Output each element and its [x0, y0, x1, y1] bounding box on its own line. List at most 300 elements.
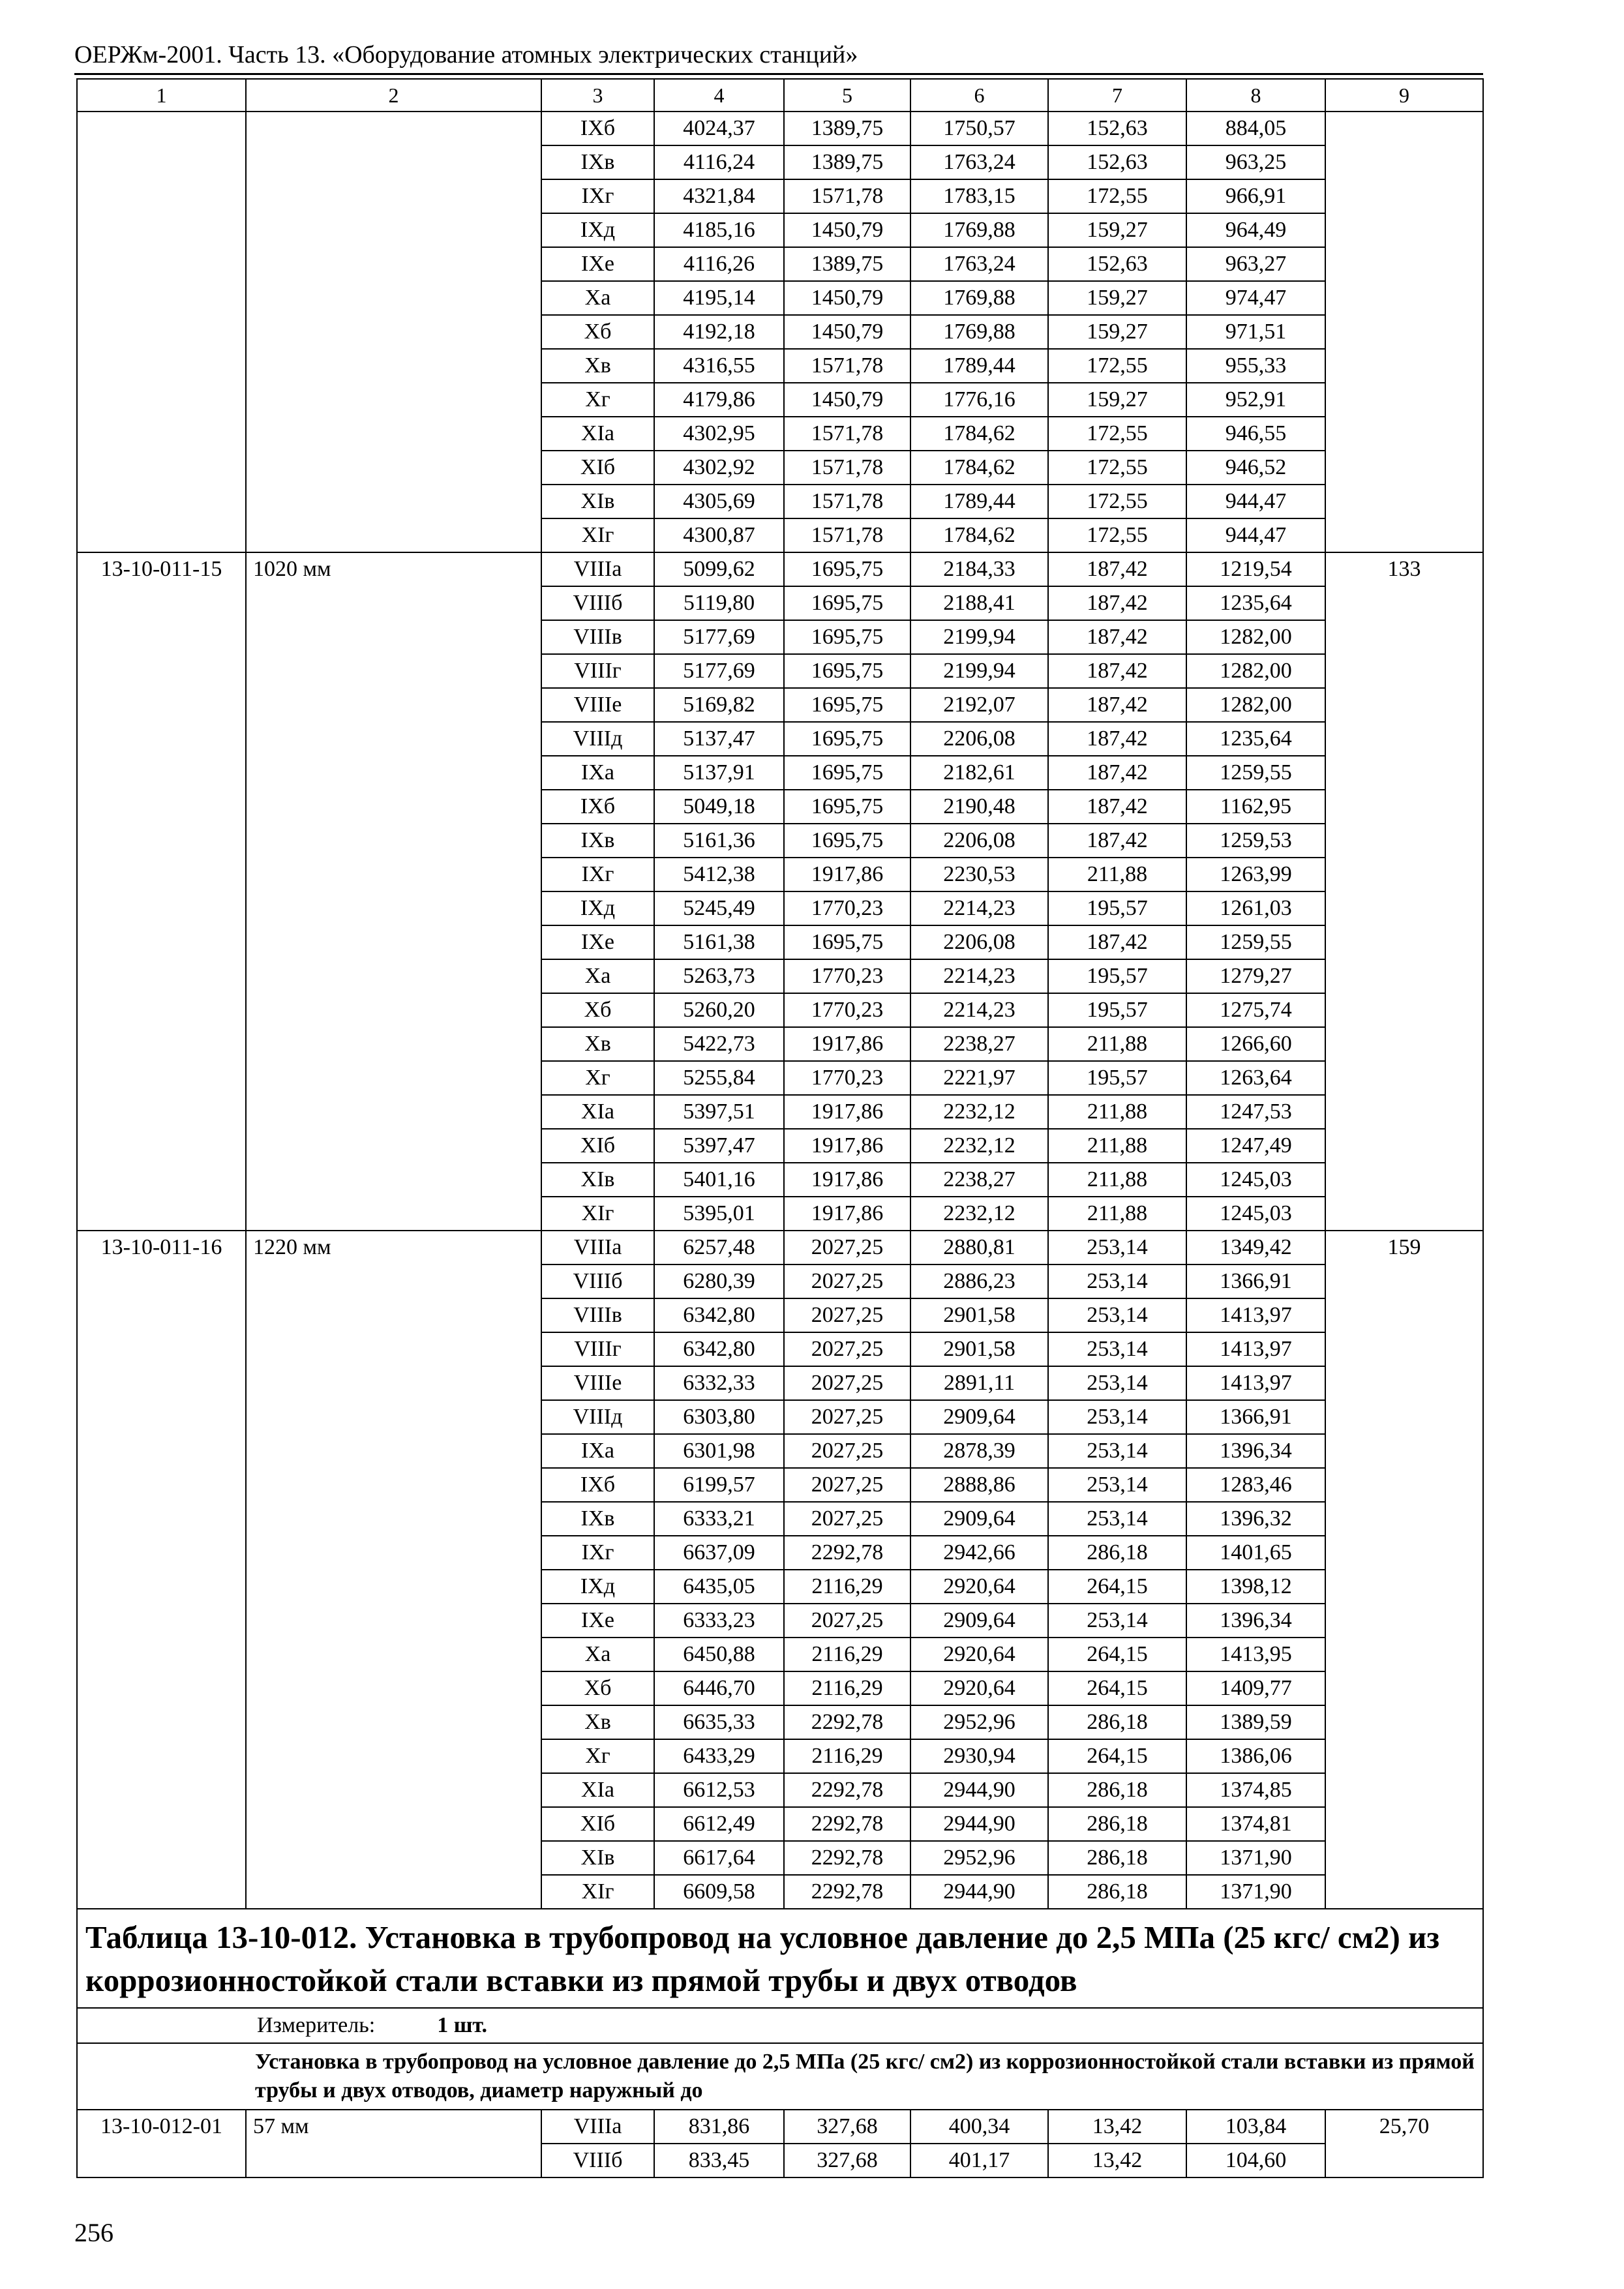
value-cell: 1789,44 — [910, 485, 1048, 518]
value-cell: 5119,80 — [654, 586, 784, 620]
value-cell: 172,55 — [1048, 179, 1186, 213]
zone-cell: Xа — [541, 959, 654, 993]
value-cell: 159,27 — [1048, 213, 1186, 247]
value-cell: 1371,90 — [1186, 1875, 1325, 1909]
value-cell: 195,57 — [1048, 993, 1186, 1027]
value-cell: 6433,29 — [654, 1739, 784, 1773]
column-number-cell: 9 — [1325, 79, 1483, 112]
value-cell: 1263,99 — [1186, 858, 1325, 891]
value-cell: 1763,24 — [910, 145, 1048, 179]
price-table — [76, 78, 1484, 2178]
zone-cell: IXе — [541, 1604, 654, 1638]
value-cell: 2292,78 — [784, 1536, 910, 1570]
value-cell: 1389,75 — [784, 247, 910, 281]
value-cell: 2206,08 — [910, 925, 1048, 959]
zone-cell: VIIIа — [541, 2110, 654, 2144]
value-cell: 152,63 — [1048, 247, 1186, 281]
zone-cell: IXб — [541, 790, 654, 824]
value-cell: 1571,78 — [784, 485, 910, 518]
value-cell: 5177,69 — [654, 620, 784, 654]
value-cell: 253,14 — [1048, 1468, 1186, 1502]
value-cell: 152,63 — [1048, 145, 1186, 179]
value-cell: 833,45 — [654, 2144, 784, 2177]
code-cell — [77, 112, 246, 552]
value-cell: 1401,65 — [1186, 1536, 1325, 1570]
value-cell: 1917,86 — [784, 1095, 910, 1129]
value-cell: 1235,64 — [1186, 722, 1325, 756]
value-cell: 6332,33 — [654, 1366, 784, 1400]
value-cell: 253,14 — [1048, 1231, 1186, 1264]
value-cell: 5255,84 — [654, 1061, 784, 1095]
value-cell: 5099,62 — [654, 552, 784, 586]
value-cell: 1695,75 — [784, 722, 910, 756]
value-cell: 1396,34 — [1186, 1604, 1325, 1638]
value-cell: 2232,12 — [910, 1129, 1048, 1163]
value-cell: 1769,88 — [910, 213, 1048, 247]
value-cell: 211,88 — [1048, 1027, 1186, 1061]
value-cell: 4192,18 — [654, 315, 784, 349]
value-cell: 5422,73 — [654, 1027, 784, 1061]
value-cell: 2888,86 — [910, 1468, 1048, 1502]
value-cell: 1396,32 — [1186, 1502, 1325, 1536]
value-cell: 1282,00 — [1186, 620, 1325, 654]
zone-cell: VIIIе — [541, 688, 654, 722]
value-cell: 5412,38 — [654, 858, 784, 891]
value-cell: 172,55 — [1048, 451, 1186, 485]
value-cell: 1917,86 — [784, 1129, 910, 1163]
value-cell: 2944,90 — [910, 1807, 1048, 1841]
value-cell: 1266,60 — [1186, 1027, 1325, 1061]
value-cell: 1770,23 — [784, 891, 910, 925]
column-number-cell: 6 — [910, 79, 1048, 112]
zone-cell: XIб — [541, 1807, 654, 1841]
zone-cell: Xг — [541, 1061, 654, 1095]
value-cell: 1695,75 — [784, 586, 910, 620]
column-number-row — [77, 79, 1483, 112]
zone-cell: XIб — [541, 451, 654, 485]
value-cell: 1371,90 — [1186, 1841, 1325, 1875]
value-cell: 1162,95 — [1186, 790, 1325, 824]
value-cell: 1259,55 — [1186, 925, 1325, 959]
zone-cell: XIг — [541, 1197, 654, 1231]
value-cell: 2027,25 — [784, 1434, 910, 1468]
running-header: ОЕРЖм-2001. Часть 13. «Оборудование атомных электрических станций» — [74, 41, 858, 68]
value-cell: 974,47 — [1186, 281, 1325, 315]
value-cell: 103,84 — [1186, 2110, 1325, 2144]
value-cell: 195,57 — [1048, 891, 1186, 925]
header-rule — [74, 73, 1483, 75]
size-cell: 57 мм — [246, 2110, 541, 2177]
value-cell: 5137,91 — [654, 756, 784, 790]
value-cell: 2238,27 — [910, 1027, 1048, 1061]
measure-label: Измеритель: — [257, 2013, 376, 2037]
value-cell: 2930,94 — [910, 1739, 1048, 1773]
zone-cell: IXа — [541, 756, 654, 790]
value-cell: 1245,03 — [1186, 1163, 1325, 1197]
measure-cell — [77, 2008, 1483, 2043]
value-cell: 2192,07 — [910, 688, 1048, 722]
value-cell: 187,42 — [1048, 586, 1186, 620]
value-cell: 1413,95 — [1186, 1638, 1325, 1671]
section-title: Таблица 13-10-012. Установка в трубопровод на условное давление до 2,5 МПа (25 кгс/ см2) из коррозионностойкой стали вставки из прямой трубы и двух отводов — [77, 1909, 1483, 2008]
value-cell: 6617,64 — [654, 1841, 784, 1875]
column-number-cell: 8 — [1186, 79, 1325, 112]
value-cell: 1413,97 — [1186, 1332, 1325, 1366]
value-cell: 1917,86 — [784, 1163, 910, 1197]
value-cell: 1695,75 — [784, 925, 910, 959]
value-cell: 4179,86 — [654, 383, 784, 417]
value-cell: 187,42 — [1048, 925, 1186, 959]
value-cell: 2901,58 — [910, 1332, 1048, 1366]
col9-cell: 159 — [1325, 1231, 1483, 1909]
value-cell: 1695,75 — [784, 756, 910, 790]
value-cell: 159,27 — [1048, 383, 1186, 417]
value-cell: 946,52 — [1186, 451, 1325, 485]
code-cell: 13-10-011-16 — [77, 1231, 246, 1909]
value-cell: 6333,23 — [654, 1604, 784, 1638]
value-cell: 2238,27 — [910, 1163, 1048, 1197]
value-cell: 6635,33 — [654, 1705, 784, 1739]
value-cell: 2027,25 — [784, 1231, 910, 1264]
value-cell: 5401,16 — [654, 1163, 784, 1197]
value-cell: 2027,25 — [784, 1298, 910, 1332]
value-cell: 1389,59 — [1186, 1705, 1325, 1739]
value-cell: 401,17 — [910, 2144, 1048, 2177]
value-cell: 1770,23 — [784, 959, 910, 993]
value-cell: 1386,06 — [1186, 1739, 1325, 1773]
value-cell: 4305,69 — [654, 485, 784, 518]
value-cell: 1450,79 — [784, 281, 910, 315]
value-cell: 2206,08 — [910, 824, 1048, 858]
table-row — [77, 2110, 1483, 2144]
value-cell: 2878,39 — [910, 1434, 1048, 1468]
value-cell: 2292,78 — [784, 1875, 910, 1909]
value-cell: 159,27 — [1048, 315, 1186, 349]
value-cell: 5137,47 — [654, 722, 784, 756]
measure-row — [77, 2008, 1483, 2043]
value-cell: 5245,49 — [654, 891, 784, 925]
zone-cell: Xг — [541, 383, 654, 417]
value-cell: 1695,75 — [784, 620, 910, 654]
zone-cell: XIв — [541, 1163, 654, 1197]
zone-cell: Xб — [541, 993, 654, 1027]
value-cell: 211,88 — [1048, 1095, 1186, 1129]
value-cell: 5395,01 — [654, 1197, 784, 1231]
value-cell: 1695,75 — [784, 654, 910, 688]
value-cell: 1571,78 — [784, 179, 910, 213]
value-cell: 6199,57 — [654, 1468, 784, 1502]
zone-cell: IXд — [541, 1570, 654, 1604]
zone-cell: VIIIб — [541, 586, 654, 620]
value-cell: 211,88 — [1048, 1197, 1186, 1231]
zone-cell: XIа — [541, 1095, 654, 1129]
value-cell: 2230,53 — [910, 858, 1048, 891]
value-cell: 2909,64 — [910, 1604, 1048, 1638]
value-cell: 1450,79 — [784, 213, 910, 247]
value-cell: 1263,64 — [1186, 1061, 1325, 1095]
value-cell: 13,42 — [1048, 2144, 1186, 2177]
description-row — [77, 2043, 1483, 2110]
value-cell: 172,55 — [1048, 485, 1186, 518]
value-cell: 1374,85 — [1186, 1773, 1325, 1807]
value-cell: 1247,49 — [1186, 1129, 1325, 1163]
value-cell: 1261,03 — [1186, 891, 1325, 925]
zone-cell: VIIIе — [541, 1366, 654, 1400]
value-cell: 2116,29 — [784, 1671, 910, 1705]
value-cell: 253,14 — [1048, 1332, 1186, 1366]
value-cell: 195,57 — [1048, 1061, 1186, 1095]
value-cell: 2292,78 — [784, 1807, 910, 1841]
value-cell: 1282,00 — [1186, 654, 1325, 688]
value-cell: 253,14 — [1048, 1434, 1186, 1468]
column-number-cell: 4 — [654, 79, 784, 112]
value-cell: 2027,25 — [784, 1332, 910, 1366]
value-cell: 6280,39 — [654, 1264, 784, 1298]
zone-cell: IXг — [541, 1536, 654, 1570]
value-cell: 2886,23 — [910, 1264, 1048, 1298]
value-cell: 6342,80 — [654, 1298, 784, 1332]
value-cell: 2952,96 — [910, 1705, 1048, 1739]
value-cell: 2952,96 — [910, 1841, 1048, 1875]
value-cell: 5260,20 — [654, 993, 784, 1027]
zone-cell: IXв — [541, 145, 654, 179]
value-cell: 1247,53 — [1186, 1095, 1325, 1129]
value-cell: 1784,62 — [910, 518, 1048, 552]
value-cell: 2027,25 — [784, 1264, 910, 1298]
value-cell: 944,47 — [1186, 518, 1325, 552]
value-cell: 4316,55 — [654, 349, 784, 383]
value-cell: 187,42 — [1048, 620, 1186, 654]
value-cell: 2944,90 — [910, 1773, 1048, 1807]
value-cell: 2199,94 — [910, 654, 1048, 688]
value-cell: 2214,23 — [910, 891, 1048, 925]
value-cell: 2232,12 — [910, 1197, 1048, 1231]
zone-cell: IXг — [541, 179, 654, 213]
value-cell: 327,68 — [784, 2144, 910, 2177]
zone-cell: XIа — [541, 1773, 654, 1807]
value-cell: 6333,21 — [654, 1502, 784, 1536]
value-cell: 2292,78 — [784, 1705, 910, 1739]
col9-cell — [1325, 112, 1483, 552]
value-cell: 1917,86 — [784, 1027, 910, 1061]
value-cell: 2116,29 — [784, 1739, 910, 1773]
value-cell: 1398,12 — [1186, 1570, 1325, 1604]
value-cell: 187,42 — [1048, 756, 1186, 790]
zone-cell: XIв — [541, 1841, 654, 1875]
zone-cell: Xв — [541, 1027, 654, 1061]
value-cell: 2909,64 — [910, 1400, 1048, 1434]
value-cell: 6435,05 — [654, 1570, 784, 1604]
zone-cell: XIг — [541, 1875, 654, 1909]
value-cell: 884,05 — [1186, 112, 1325, 145]
code-cell: 13-10-012-01 — [77, 2110, 246, 2177]
value-cell: 253,14 — [1048, 1366, 1186, 1400]
value-cell: 2116,29 — [784, 1638, 910, 1671]
value-cell: 172,55 — [1048, 349, 1186, 383]
value-cell: 2206,08 — [910, 722, 1048, 756]
page-number: 256 — [74, 2218, 113, 2247]
value-cell: 1695,75 — [784, 790, 910, 824]
value-cell: 1413,97 — [1186, 1366, 1325, 1400]
zone-cell: Xб — [541, 1671, 654, 1705]
zone-cell: VIIIв — [541, 620, 654, 654]
value-cell: 286,18 — [1048, 1773, 1186, 1807]
value-cell: 2292,78 — [784, 1773, 910, 1807]
value-cell: 211,88 — [1048, 1163, 1186, 1197]
value-cell: 152,63 — [1048, 112, 1186, 145]
value-cell: 2901,58 — [910, 1298, 1048, 1332]
value-cell: 944,47 — [1186, 485, 1325, 518]
zone-cell: IXг — [541, 858, 654, 891]
value-cell: 2116,29 — [784, 1570, 910, 1604]
value-cell: 1571,78 — [784, 518, 910, 552]
value-cell: 253,14 — [1048, 1298, 1186, 1332]
value-cell: 1695,75 — [784, 552, 910, 586]
zone-cell: VIIIа — [541, 552, 654, 586]
value-cell: 327,68 — [784, 2110, 910, 2144]
value-cell: 1784,62 — [910, 451, 1048, 485]
zone-cell: Xа — [541, 1638, 654, 1671]
zone-cell: VIIIд — [541, 1400, 654, 1434]
value-cell: 187,42 — [1048, 688, 1186, 722]
value-cell: 286,18 — [1048, 1875, 1186, 1909]
value-cell: 1235,64 — [1186, 586, 1325, 620]
value-cell: 211,88 — [1048, 1129, 1186, 1163]
value-cell: 187,42 — [1048, 790, 1186, 824]
value-cell: 1413,97 — [1186, 1298, 1325, 1332]
value-cell: 1789,44 — [910, 349, 1048, 383]
value-cell: 1282,00 — [1186, 688, 1325, 722]
value-cell: 6257,48 — [654, 1231, 784, 1264]
zone-cell: Xв — [541, 349, 654, 383]
column-number-cell: 5 — [784, 79, 910, 112]
value-cell: 1763,24 — [910, 247, 1048, 281]
table-row — [77, 552, 1483, 586]
value-cell: 400,34 — [910, 2110, 1048, 2144]
value-cell: 1396,34 — [1186, 1434, 1325, 1468]
value-cell: 286,18 — [1048, 1536, 1186, 1570]
value-cell: 1409,77 — [1186, 1671, 1325, 1705]
zone-cell: Xг — [541, 1739, 654, 1773]
value-cell: 286,18 — [1048, 1807, 1186, 1841]
value-cell: 831,86 — [654, 2110, 784, 2144]
value-cell: 4302,92 — [654, 451, 784, 485]
value-cell: 1259,53 — [1186, 824, 1325, 858]
value-cell: 4195,14 — [654, 281, 784, 315]
table-row — [77, 112, 1483, 145]
value-cell: 1275,74 — [1186, 993, 1325, 1027]
value-cell: 264,15 — [1048, 1739, 1186, 1773]
table-row — [77, 1231, 1483, 1264]
value-cell: 4300,87 — [654, 518, 784, 552]
zone-cell: XIб — [541, 1129, 654, 1163]
zone-cell: IXд — [541, 891, 654, 925]
value-cell: 1366,91 — [1186, 1264, 1325, 1298]
value-cell: 211,88 — [1048, 858, 1186, 891]
value-cell: 1769,88 — [910, 281, 1048, 315]
value-cell: 2909,64 — [910, 1502, 1048, 1536]
value-cell: 1769,88 — [910, 315, 1048, 349]
value-cell: 2214,23 — [910, 993, 1048, 1027]
measure-value: 1 шт. — [437, 2013, 488, 2037]
value-cell: 2942,66 — [910, 1536, 1048, 1570]
section-title-row — [77, 1909, 1483, 2008]
value-cell: 2027,25 — [784, 1400, 910, 1434]
value-cell: 2182,61 — [910, 756, 1048, 790]
value-cell: 187,42 — [1048, 552, 1186, 586]
value-cell: 1366,91 — [1186, 1400, 1325, 1434]
value-cell: 5049,18 — [654, 790, 784, 824]
value-cell: 1389,75 — [784, 112, 910, 145]
value-cell: 2944,90 — [910, 1875, 1048, 1909]
value-cell: 971,51 — [1186, 315, 1325, 349]
value-cell: 1784,62 — [910, 417, 1048, 451]
value-cell: 172,55 — [1048, 417, 1186, 451]
zone-cell: VIIIб — [541, 1264, 654, 1298]
value-cell: 2027,25 — [784, 1502, 910, 1536]
zone-cell: IXе — [541, 925, 654, 959]
value-cell: 1571,78 — [784, 417, 910, 451]
value-cell: 195,57 — [1048, 959, 1186, 993]
value-cell: 253,14 — [1048, 1264, 1186, 1298]
value-cell: 5161,38 — [654, 925, 784, 959]
value-cell: 2199,94 — [910, 620, 1048, 654]
value-cell: 946,55 — [1186, 417, 1325, 451]
value-cell: 6612,53 — [654, 1773, 784, 1807]
value-cell: 1349,42 — [1186, 1231, 1325, 1264]
value-cell: 4024,37 — [654, 112, 784, 145]
value-cell: 1770,23 — [784, 1061, 910, 1095]
value-cell: 2221,97 — [910, 1061, 1048, 1095]
value-cell: 1571,78 — [784, 451, 910, 485]
value-cell: 4116,26 — [654, 247, 784, 281]
zone-cell: Xб — [541, 315, 654, 349]
value-cell: 4302,95 — [654, 417, 784, 451]
value-cell: 2188,41 — [910, 586, 1048, 620]
value-cell: 1279,27 — [1186, 959, 1325, 993]
value-cell: 264,15 — [1048, 1671, 1186, 1705]
value-cell: 5397,51 — [654, 1095, 784, 1129]
value-cell: 1450,79 — [784, 315, 910, 349]
size-cell — [246, 112, 541, 552]
value-cell: 2891,11 — [910, 1366, 1048, 1400]
value-cell: 6450,88 — [654, 1638, 784, 1671]
zone-cell: IXа — [541, 1434, 654, 1468]
value-cell: 2190,48 — [910, 790, 1048, 824]
col9-cell: 25,70 — [1325, 2110, 1483, 2177]
value-cell: 2920,64 — [910, 1671, 1048, 1705]
value-cell: 6609,58 — [654, 1875, 784, 1909]
value-cell: 1389,75 — [784, 145, 910, 179]
zone-cell: VIIIг — [541, 1332, 654, 1366]
value-cell: 1259,55 — [1186, 756, 1325, 790]
value-cell: 2920,64 — [910, 1570, 1048, 1604]
value-cell: 6612,49 — [654, 1807, 784, 1841]
zone-cell: Xв — [541, 1705, 654, 1739]
value-cell: 2292,78 — [784, 1841, 910, 1875]
value-cell: 187,42 — [1048, 722, 1186, 756]
value-cell: 952,91 — [1186, 383, 1325, 417]
value-cell: 955,33 — [1186, 349, 1325, 383]
value-cell: 2232,12 — [910, 1095, 1048, 1129]
value-cell: 286,18 — [1048, 1705, 1186, 1739]
value-cell: 1219,54 — [1186, 552, 1325, 586]
value-cell: 1374,81 — [1186, 1807, 1325, 1841]
section-description: Установка в трубопровод на условное давление до 2,5 МПа (25 кгс/ см2) из коррозионностойкой стали вставки из прямой трубы и двух отводов, диаметр наружный до — [77, 2043, 1483, 2110]
column-number-cell: 3 — [541, 79, 654, 112]
value-cell: 1571,78 — [784, 349, 910, 383]
value-cell: 2027,25 — [784, 1468, 910, 1502]
